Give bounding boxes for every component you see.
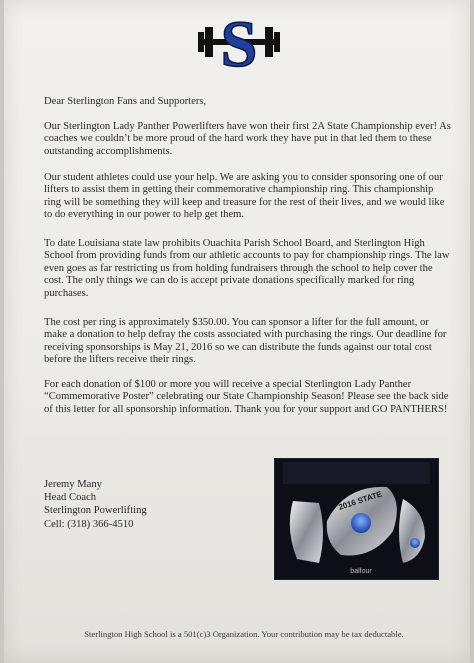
letter-page: [4, 0, 470, 663]
barbell-s-logo: [196, 6, 282, 78]
right-plate-inner: [265, 27, 273, 57]
left-plate-inner: [205, 27, 213, 57]
salutation: Dear Sterlington Fans and Supporters,: [44, 96, 207, 107]
footer-note: Sterlington High School is a 501(c)3 Organization. Your contribution may be tax deductable.: [84, 629, 404, 639]
paragraph-1: Our Sterlington Lady Panther Powerlifters have won their first 2A State Championship ever! As coaches we couldn’t be more proud of the hard work they have put in that led them to these outstanding accomplishments.: [44, 121, 451, 157]
right-plate-outer: [274, 32, 280, 52]
signature-title: Head Coach: [44, 492, 97, 504]
paragraph-2: Our student athletes could use your help. We are asking you to consider sponsoring one of our lifters to assist them in getting their commemorative championship ring. This championship ring will be something they will keep and treasure for the rest of their lives, and we would like to do everything in our power to help get them.: [44, 172, 445, 221]
ring-brand-logo: balfour: [350, 568, 372, 575]
signature-name: Jeremy Many: [44, 479, 102, 490]
paragraph-3: To date Louisiana state law prohibits Ouachita Parish School Board, and Sterlington High School from providing funds from our athletic accounts to pay for championship rings. The law even goes as far restricting us from holding fundraisers through the school to help cover the cost. The only things we can do is accept private donations specifically marked for ring purchases.: [44, 238, 450, 299]
ring-engraving: 2016 STATE: [337, 489, 384, 512]
left-plate-outer: [198, 32, 204, 52]
ring-center-stone: [351, 513, 371, 533]
signature-cell: Cell: (318) 366-4510: [44, 518, 134, 530]
logo-letter: S: [220, 8, 258, 78]
ring-right-stone: [410, 538, 420, 548]
paragraph-4: The cost per ring is approximately $350.00. You can sponsor a lifter for the full amount, or make a donation to help defray the costs associated with purchasing the rings. Our deadline for receiving sponsorships is May 21, 2016 so we can distribute the funds against our total cost before the lifters receive their rings.: [44, 317, 447, 366]
signature-team: Sterlington Powerlifting: [44, 505, 147, 517]
paragraph-5: For each donation of $100 or more you will receive a special Sterlington Lady Panther “Commemorative Poster” celebrating our State Championship Season! Please see the back side of this letter for all sponsorship information. Thank you for your support and GO PANTHERS!: [44, 379, 449, 415]
championship-ring-photo: [274, 458, 439, 580]
signature-block: [44, 478, 244, 531]
